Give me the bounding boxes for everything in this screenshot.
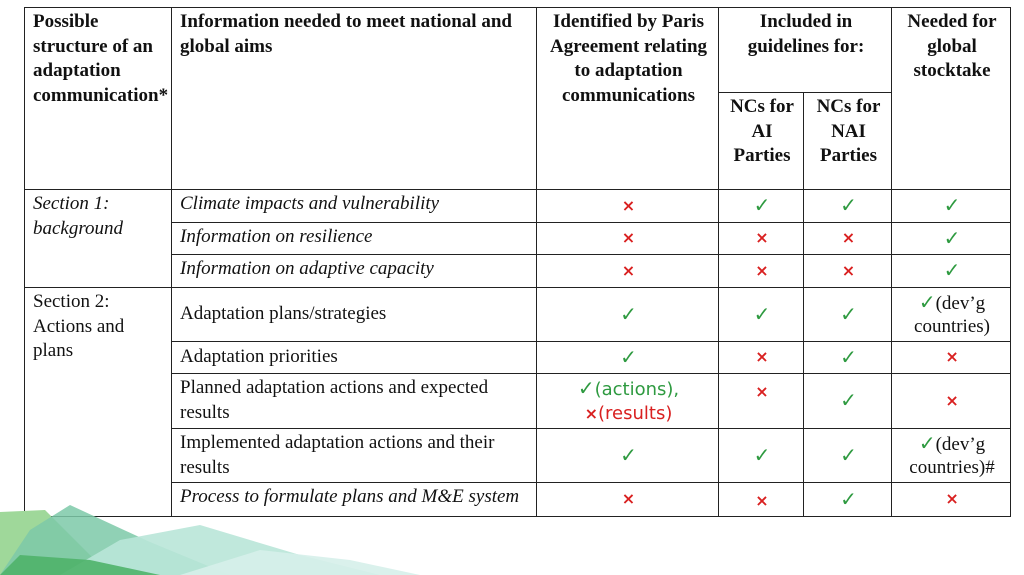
cross-icon: × [755,347,769,367]
table-row [25,190,1011,223]
header-ncs-ai: NCs for AI Parties [719,93,804,190]
check-icon: ✓ [620,442,637,467]
header-row [25,8,1011,93]
check-icon: ✓ [577,376,595,401]
cross-icon: × [755,260,769,280]
cross-icon: × [621,489,636,509]
check-icon: ✓ [840,301,857,326]
cross-icon: × [755,228,769,248]
check-icon: ✓ [918,290,936,315]
section-1-label: Section 1: background [25,190,172,288]
gst-note: (dev’g countries)# [909,434,995,479]
check-icon: ✓ [840,193,857,217]
row-info: Climate impacts and vulnerability [172,190,537,223]
row-info: Information on adaptive capacity [172,255,537,288]
table-row [25,255,1011,288]
table-row [25,288,1011,342]
row-info: Adaptation priorities [172,341,537,374]
cross-icon: × [584,404,599,424]
section-2-label: Section 2: Actions and plans [25,288,172,517]
check-icon: ✓ [753,301,771,326]
check-icon: ✓ [840,344,857,369]
check-icon: ✓ [943,193,961,217]
header-ncs-nai: NCs for NAI Parties [804,93,892,190]
paris-note-actions: (actions), [594,379,680,401]
check-icon: ✓ [840,486,857,511]
table-row [25,428,1011,482]
row-info: Planned adaptation actions and expected results [172,374,537,429]
cross-icon: × [621,228,636,248]
header-paris-agreement: Identified by Paris Agreement relating to adaptation communications [537,8,719,190]
check-icon: ✓ [753,442,771,467]
cross-icon: × [945,390,959,410]
check-icon: ✓ [840,388,857,413]
check-icon: ✓ [753,193,771,217]
cross-icon: × [841,260,856,280]
header-information: Information needed to meet national and global aims [172,8,537,190]
paris-note-results: (results) [598,403,673,425]
cross-icon: × [755,491,769,511]
check-icon: ✓ [918,431,936,456]
cross-icon: × [945,489,959,509]
row-info: Implemented adaptation actions and their results [172,428,537,482]
check-icon: ✓ [620,344,637,369]
header-global-stocktake: Needed for global stocktake [892,8,1011,190]
check-icon: ✓ [943,258,961,283]
cross-icon: × [621,260,636,280]
row-info: Adaptation plans/strategies [172,288,537,342]
gst-note: (dev’g countries) [914,293,990,337]
cross-icon: × [755,382,769,402]
header-structure: Possible structure of an adaptation communication* [25,8,172,190]
check-icon: ✓ [620,301,637,326]
row-info: Information on resilience [172,222,537,255]
cross-icon: × [621,195,636,215]
table-row [25,222,1011,255]
decorative-corner-shape [0,500,420,575]
check-icon: ✓ [943,225,961,250]
table-row [25,374,1011,429]
row-info: Process to formulate plans and M&E system [172,483,537,517]
cross-icon: × [841,228,856,248]
header-included-guidelines: Included in guidelines for: [719,8,892,93]
adaptation-communication-table [24,7,1011,517]
table-row [25,341,1011,374]
cross-icon: × [945,347,959,367]
check-icon: ✓ [840,442,857,467]
